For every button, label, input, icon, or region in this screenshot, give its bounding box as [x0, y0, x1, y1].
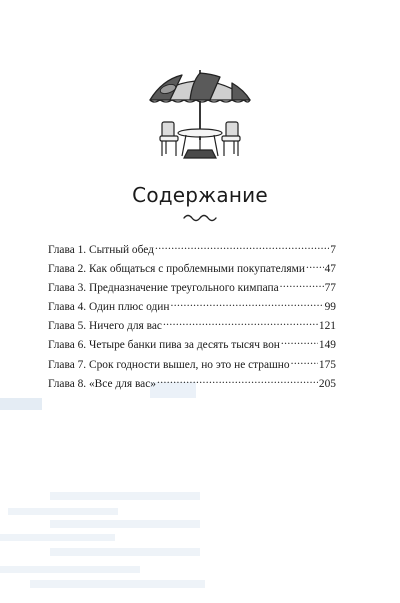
toc-entry-page: 175 [318, 358, 336, 371]
toc-entry-title: Глава 2. Как общаться с проблемными покупателями [48, 263, 305, 276]
toc-leader-dots [305, 260, 324, 272]
toc-leader-dots [156, 375, 318, 387]
umbrella-cafe-table-icon [140, 70, 260, 170]
toc-entry-title: Глава 4. Один плюс один [48, 301, 170, 314]
toc-entry-title: Глава 1. Сытный обед [48, 244, 154, 256]
toc-entry-page: 47 [324, 263, 336, 276]
left-chair [160, 122, 178, 156]
toc-entry-page: 99 [324, 301, 336, 314]
toc-entry-title: Глава 7. Срок годности вышел, но это не страшно [48, 358, 290, 371]
toc-leader-dots [290, 356, 318, 368]
toc-leader-dots [279, 279, 324, 291]
toc-entry[interactable] [48, 356, 336, 375]
wave-ornament-icon [183, 212, 217, 222]
toc-entry-title: Глава 3. Предназначение треугольного кимпапа [48, 282, 279, 295]
toc-leader-dots [162, 317, 318, 329]
table-of-contents [48, 241, 336, 394]
toc-entry-page: 7 [330, 244, 336, 256]
page-title: Содержание [132, 183, 268, 207]
toc-entry-title: Глава 6. Четыре банки пива за десять тысяч вон [48, 339, 280, 352]
toc-entry[interactable] [48, 298, 336, 317]
umbrella-canopy [150, 70, 250, 102]
toc-leader-dots [154, 241, 329, 253]
toc-leader-dots [280, 336, 318, 348]
toc-entry-title: Глава 5. Ничего для вас [48, 320, 162, 333]
cafe-table [178, 129, 222, 158]
toc-entry-page: 77 [324, 282, 336, 295]
toc-entry[interactable] [48, 375, 336, 394]
toc-entry[interactable] [48, 241, 336, 260]
toc-entry[interactable] [48, 336, 336, 355]
toc-entry[interactable] [48, 317, 336, 336]
toc-entry-page: 149 [318, 339, 336, 352]
toc-entry-page: 121 [318, 320, 336, 333]
toc-leader-dots [169, 298, 323, 310]
toc-entry[interactable] [48, 260, 336, 279]
toc-entry-page: 205 [318, 377, 336, 390]
toc-entry[interactable] [48, 279, 336, 298]
toc-entry-title: Глава 8. «Все для вас» [48, 377, 156, 390]
right-chair [222, 122, 240, 156]
